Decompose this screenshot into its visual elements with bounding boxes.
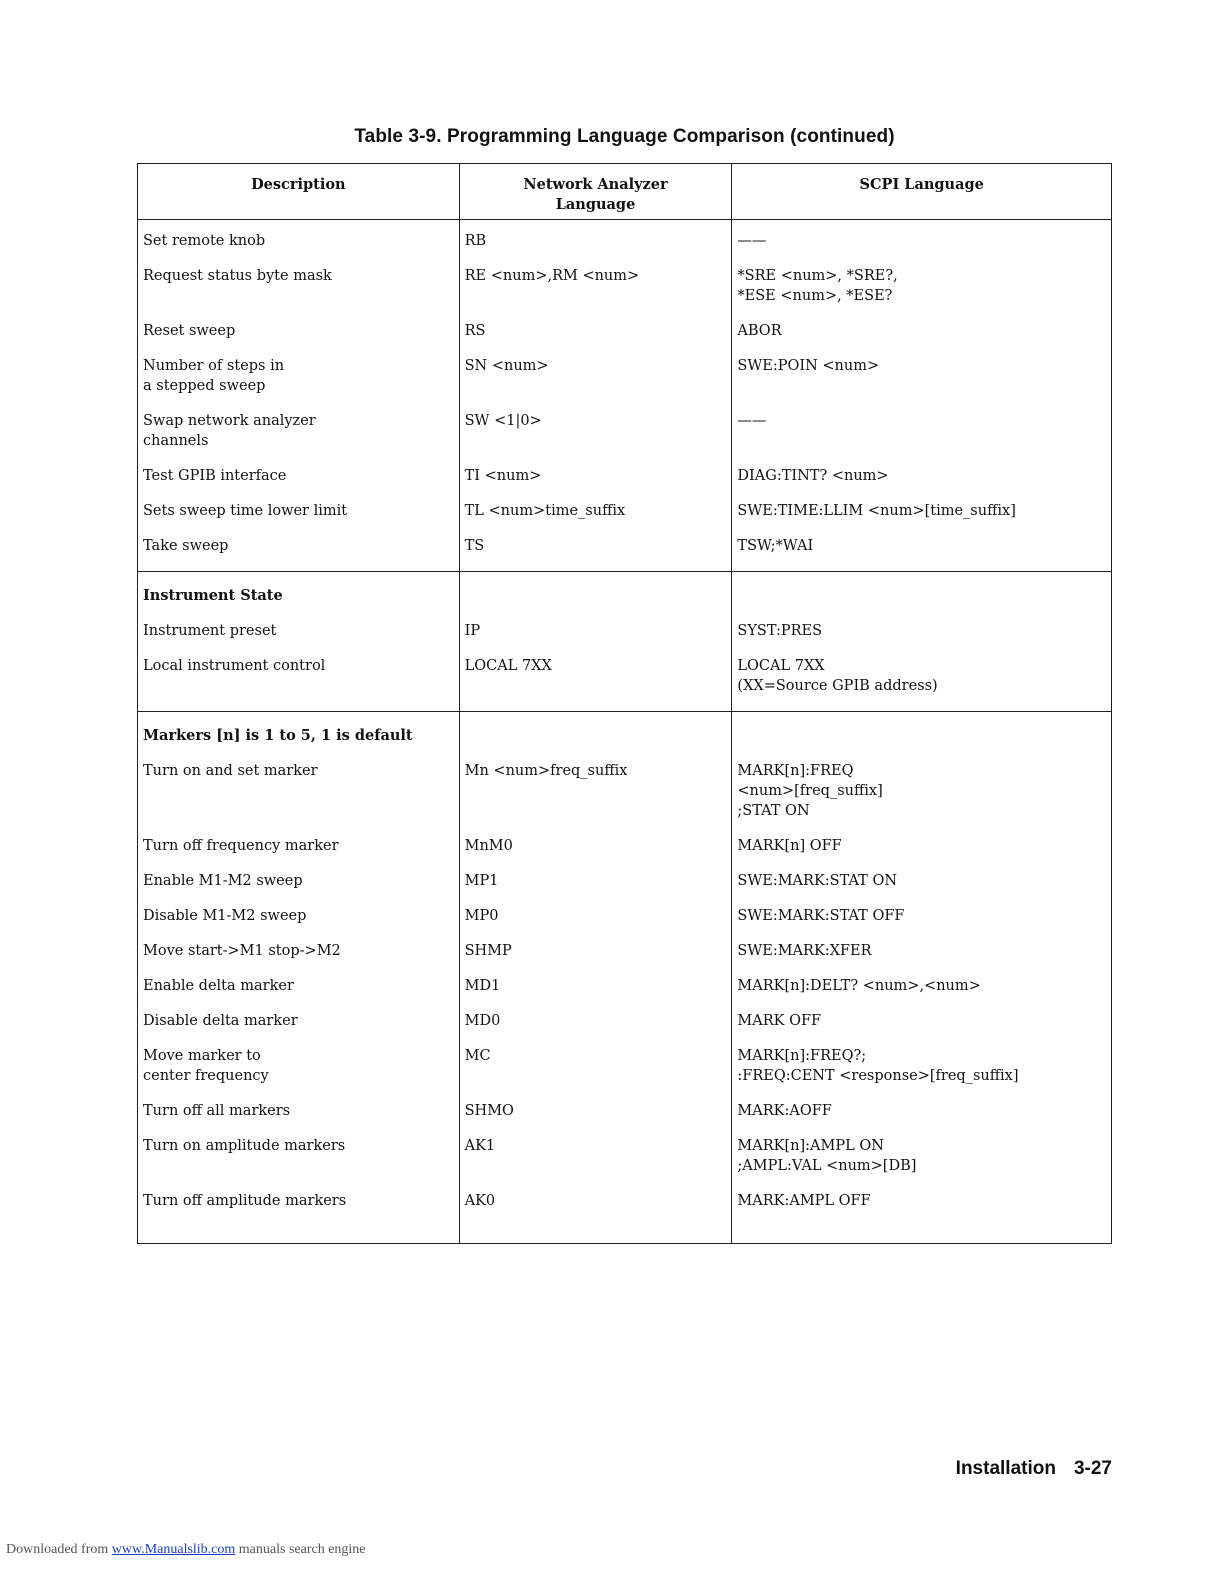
table-row — [138, 501, 1112, 536]
scpi-cell-line: —— — [737, 233, 767, 249]
table-row — [138, 1011, 1112, 1046]
table-row — [138, 1136, 1112, 1191]
table-row — [138, 536, 1112, 572]
description-cell — [138, 1046, 460, 1101]
network-analyzer-cell — [459, 941, 732, 976]
network-analyzer-cell-line: SHMO — [464, 1103, 514, 1119]
description-cell-line: Request status byte mask — [143, 268, 332, 284]
scpi-cell — [732, 220, 1112, 267]
header-network-analyzer — [459, 164, 732, 220]
network-analyzer-cell — [459, 356, 732, 411]
scpi-cell-line: LOCAL 7XX — [737, 658, 825, 674]
table-row — [138, 411, 1112, 466]
description-cell — [138, 836, 460, 871]
scpi-cell — [732, 1191, 1112, 1226]
network-analyzer-cell — [459, 976, 732, 1011]
scpi-cell-line: SWE:MARK:STAT ON — [737, 873, 898, 889]
table-bottom-cell — [732, 1226, 1112, 1244]
description-cell — [138, 536, 460, 572]
description-cell-line: Turn on amplitude markers — [143, 1138, 346, 1154]
scpi-cell-line: MARK[n]:DELT? <num>,<num> — [737, 978, 981, 994]
network-analyzer-cell-line: MC — [464, 1048, 491, 1064]
section-header-row — [138, 712, 1112, 762]
description-cell — [138, 321, 460, 356]
network-analyzer-cell-line: MP1 — [464, 873, 499, 889]
network-analyzer-cell — [459, 220, 732, 267]
scpi-cell-line: *SRE <num>, *SRE?, — [737, 268, 898, 284]
comparison-table — [137, 163, 1112, 1244]
description-cell — [138, 941, 460, 976]
description-cell-line: Move start->M1 stop->M2 — [143, 943, 341, 959]
network-analyzer-cell — [459, 1136, 732, 1191]
network-analyzer-cell — [459, 266, 732, 321]
description-cell — [138, 501, 460, 536]
description-cell-line: Number of steps in — [143, 358, 285, 374]
scpi-cell-line: MARK[n]:FREQ?; — [737, 1048, 867, 1064]
scpi-cell-line: ;AMPL:VAL <num>[DB] — [737, 1158, 917, 1174]
description-cell-line: center frequency — [143, 1068, 269, 1084]
section-empty-cell — [459, 572, 732, 622]
network-analyzer-cell-line: IP — [464, 623, 481, 639]
table-row — [138, 1191, 1112, 1226]
description-cell — [138, 621, 460, 656]
section-empty-cell — [732, 712, 1112, 762]
table-row — [138, 466, 1112, 501]
table-bottom-row — [138, 1226, 1112, 1244]
scpi-cell — [732, 1011, 1112, 1046]
footer-page-number: 3-27 — [1073, 1458, 1112, 1479]
scpi-cell-line: SWE:POIN <num> — [737, 358, 880, 374]
header-network-analyzer-line1: Network Analyzer — [523, 176, 668, 193]
table-row — [138, 356, 1112, 411]
network-analyzer-cell — [459, 536, 732, 572]
network-analyzer-cell — [459, 501, 732, 536]
scpi-cell-line: MARK:AOFF — [737, 1103, 832, 1119]
description-cell — [138, 871, 460, 906]
table-row — [138, 321, 1112, 356]
scpi-cell-line: ;STAT ON — [737, 803, 810, 819]
description-cell-line: Turn off frequency marker — [143, 838, 339, 854]
table-title: Table 3-9. Programming Language Comparison (continued) — [354, 126, 895, 147]
network-analyzer-cell-line: AK0 — [464, 1193, 496, 1209]
network-analyzer-cell — [459, 1046, 732, 1101]
scpi-cell — [732, 871, 1112, 906]
scpi-cell — [732, 466, 1112, 501]
table-row — [138, 906, 1112, 941]
table-row — [138, 761, 1112, 836]
network-analyzer-cell-line: AK1 — [464, 1138, 496, 1154]
scpi-cell — [732, 411, 1112, 466]
network-analyzer-cell-line: RS — [464, 323, 486, 339]
description-cell — [138, 266, 460, 321]
description-cell-line: Move marker to — [143, 1048, 261, 1064]
page-footer — [956, 1458, 1112, 1480]
description-cell — [138, 976, 460, 1011]
scpi-cell-line: MARK[n]:FREQ — [737, 763, 854, 779]
description-cell-line: Disable M1-M2 sweep — [143, 908, 307, 924]
network-analyzer-cell — [459, 466, 732, 501]
network-analyzer-cell — [459, 1191, 732, 1226]
scpi-cell — [732, 356, 1112, 411]
description-cell — [138, 761, 460, 836]
section-label: Markers [n] is 1 to 5, 1 is default — [138, 712, 460, 762]
description-cell-line: Enable M1-M2 sweep — [143, 873, 303, 889]
description-cell — [138, 656, 460, 712]
description-cell-line: Instrument preset — [143, 623, 277, 639]
network-analyzer-cell — [459, 321, 732, 356]
description-cell-line: Turn off amplitude markers — [143, 1193, 347, 1209]
description-cell-line: channels — [143, 433, 209, 449]
description-cell-line: Enable delta marker — [143, 978, 294, 994]
scpi-cell — [732, 1101, 1112, 1136]
description-cell-line: Sets sweep time lower limit — [143, 503, 348, 519]
network-analyzer-cell-line: SHMP — [464, 943, 512, 959]
network-analyzer-cell — [459, 656, 732, 712]
scpi-cell — [732, 761, 1112, 836]
scpi-cell-line: MARK OFF — [737, 1013, 822, 1029]
network-analyzer-cell-line: MD1 — [464, 978, 501, 994]
scpi-cell-line: MARK[n] OFF — [737, 838, 842, 854]
description-cell-line: Turn off all markers — [143, 1103, 291, 1119]
description-cell-line: Take sweep — [143, 538, 229, 554]
scpi-cell-line: SWE:MARK:XFER — [737, 943, 872, 959]
table-body — [138, 220, 1112, 1244]
scpi-cell — [732, 1046, 1112, 1101]
network-analyzer-cell-line: MD0 — [464, 1013, 501, 1029]
footer-section: Installation — [955, 1458, 1056, 1479]
section-empty-cell — [459, 712, 732, 762]
download-note — [6, 1542, 366, 1558]
header-description: Description — [138, 164, 460, 220]
scpi-cell — [732, 501, 1112, 536]
description-cell — [138, 356, 460, 411]
network-analyzer-cell-line: TI <num> — [464, 468, 542, 484]
network-analyzer-cell — [459, 871, 732, 906]
description-cell-line: Set remote knob — [143, 233, 266, 249]
header-network-analyzer-line2: Language — [555, 196, 636, 213]
scpi-cell-line: SWE:MARK:STAT OFF — [737, 908, 905, 924]
network-analyzer-cell — [459, 836, 732, 871]
network-analyzer-cell-line: RE <num>,RM <num> — [464, 268, 640, 284]
scpi-cell-line: MARK[n]:AMPL ON — [737, 1138, 884, 1154]
scpi-cell-line: <num>[freq_suffix] — [737, 783, 883, 799]
description-cell-line: Disable delta marker — [143, 1013, 298, 1029]
network-analyzer-cell-line: RB — [464, 233, 487, 249]
table-bottom-cell — [459, 1226, 732, 1244]
table-row — [138, 976, 1112, 1011]
table-row — [138, 656, 1112, 712]
description-cell — [138, 466, 460, 501]
network-analyzer-cell-line: MP0 — [464, 908, 499, 924]
scpi-cell — [732, 976, 1112, 1011]
scpi-cell-line: ABOR — [737, 323, 782, 339]
header-scpi: SCPI Language — [732, 164, 1112, 220]
scpi-cell-line: SWE:TIME:LLIM <num>[time_suffix] — [737, 503, 1016, 519]
network-analyzer-cell-line: TL <num>time_suffix — [464, 503, 626, 519]
section-empty-cell — [732, 572, 1112, 622]
section-header-row — [138, 572, 1112, 622]
network-analyzer-cell-line: LOCAL 7XX — [464, 658, 552, 674]
scpi-cell — [732, 656, 1112, 712]
description-cell-line: a stepped sweep — [143, 378, 266, 394]
section-label: Instrument State — [138, 572, 460, 622]
description-cell — [138, 1101, 460, 1136]
description-cell-line: Reset sweep — [143, 323, 236, 339]
scpi-cell — [732, 536, 1112, 572]
description-cell — [138, 1136, 460, 1191]
description-cell — [138, 220, 460, 267]
table-row — [138, 1101, 1112, 1136]
table-bottom-cell — [138, 1226, 460, 1244]
description-cell — [138, 1011, 460, 1046]
table-row — [138, 621, 1112, 656]
table-row — [138, 871, 1112, 906]
download-suffix: manuals search engine — [235, 1542, 366, 1557]
description-cell — [138, 1191, 460, 1226]
description-cell-line: Local instrument control — [143, 658, 326, 674]
scpi-cell-line: DIAG:TINT? <num> — [737, 468, 889, 484]
description-cell-line: Swap network analyzer — [143, 413, 316, 429]
scpi-cell-line: SYST:PRES — [737, 623, 823, 639]
network-analyzer-cell-line: SN <num> — [464, 358, 549, 374]
scpi-cell-line: —— — [737, 413, 767, 429]
scpi-cell — [732, 941, 1112, 976]
scpi-cell — [732, 1136, 1112, 1191]
download-prefix: Downloaded from — [6, 1542, 112, 1557]
scpi-cell-line: (XX=Source GPIB address) — [737, 678, 938, 694]
network-analyzer-cell-line: MnM0 — [464, 838, 513, 854]
description-cell — [138, 411, 460, 466]
scpi-cell — [732, 836, 1112, 871]
scpi-cell — [732, 321, 1112, 356]
scpi-cell-line: TSW;*WAI — [737, 538, 814, 554]
network-analyzer-cell — [459, 761, 732, 836]
table-row — [138, 266, 1112, 321]
network-analyzer-cell — [459, 411, 732, 466]
description-cell-line: Turn on and set marker — [143, 763, 318, 779]
scpi-cell-line: :FREQ:CENT <response>[freq_suffix] — [737, 1068, 1019, 1084]
scpi-cell — [732, 906, 1112, 941]
table-row — [138, 836, 1112, 871]
network-analyzer-cell — [459, 621, 732, 656]
table-row — [138, 220, 1112, 267]
scpi-cell — [732, 621, 1112, 656]
network-analyzer-cell — [459, 906, 732, 941]
table-row — [138, 941, 1112, 976]
manualslib-link[interactable]: www.Manualslib.com — [111, 1542, 236, 1557]
network-analyzer-cell-line: SW <1|0> — [464, 413, 542, 429]
scpi-cell-line: MARK:AMPL OFF — [737, 1193, 871, 1209]
table-header-row — [138, 164, 1112, 220]
description-cell — [138, 906, 460, 941]
network-analyzer-cell — [459, 1101, 732, 1136]
scpi-cell-line: *ESE <num>, *ESE? — [737, 288, 893, 304]
table-row — [138, 1046, 1112, 1101]
scpi-cell — [732, 266, 1112, 321]
network-analyzer-cell-line: TS — [464, 538, 485, 554]
network-analyzer-cell — [459, 1011, 732, 1046]
description-cell-line: Test GPIB interface — [143, 468, 287, 484]
network-analyzer-cell-line: Mn <num>freq_suffix — [464, 763, 628, 779]
